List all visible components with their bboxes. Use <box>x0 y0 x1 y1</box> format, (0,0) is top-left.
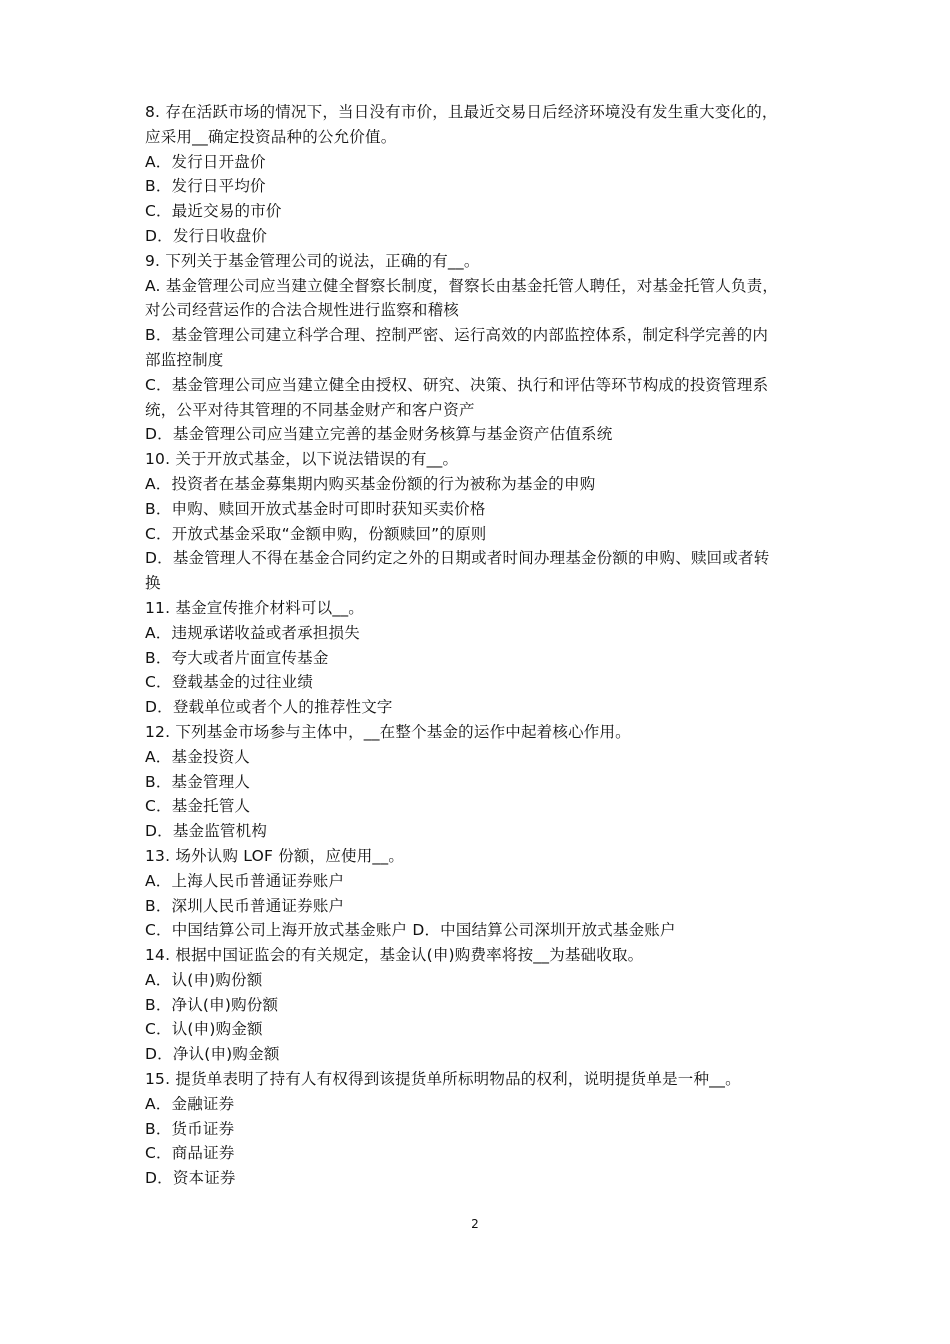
question-11-option-c: C．登载基金的过往业绩 <box>145 673 314 692</box>
question-9-option-b-line-2: 部监控制度 <box>145 350 224 369</box>
question-9-option-c-line-2: 统，公平对待其管理的不同基金财产和客户资产 <box>145 400 475 419</box>
question-11-option-b: B．夸大或者片面宣传基金 <box>145 648 329 667</box>
question-11-option-d: D．登载单位或者个人的推荐性文字 <box>145 698 393 717</box>
question-13-stem: 13. 场外认购 LOF 份额，应使用__。 <box>145 846 405 865</box>
question-10-stem: 10. 关于开放式基金，以下说法错误的有__。 <box>145 450 459 469</box>
question-11-option-a: A．违规承诺收益或者承担损失 <box>145 623 360 642</box>
question-8-stem-line-1: 8. 存在活跃市场的情况下，当日没有市价，且最近交易日后经济环境没有发生重大变化的， <box>145 103 778 121</box>
question-9-option-c-line-1: C．基金管理公司应当建立健全由授权、研究、决策、执行和评估等环节构成的投资管理系 <box>145 375 769 394</box>
question-13-options-c-d: C．中国结算公司上海开放式基金账户 D．中国结算公司深圳开放式基金账户 <box>145 921 676 940</box>
question-8-option-b: B．发行日平均价 <box>145 177 266 196</box>
question-14-option-c: C．认(申)购金额 <box>145 1020 263 1039</box>
question-14-stem: 14. 根据中国证监会的有关规定，基金认(申)购费率将按__为基础收取。 <box>145 946 644 965</box>
page-number: 2 <box>471 1217 479 1231</box>
question-8-stem-line-2: 应采用__确定投资品种的公允价值。 <box>145 127 397 146</box>
question-9-option-a-line-1: A. 基金管理公司应当建立健全督察长制度，督察长由基金托管人聘任，对基金托管人负责， <box>145 276 779 295</box>
question-10-option-a: A．投资者在基金募集期内购买基金份额的行为被称为基金的申购 <box>145 474 596 493</box>
question-9-option-b-line-1: B．基金管理公司建立科学合理、控制严密、运行高效的内部监控体系，制定科学完善的内 <box>145 326 769 345</box>
question-12-option-a: A．基金投资人 <box>145 747 251 766</box>
question-10-option-c: C．开放式基金采取“金额申购，份额赎回”的原则 <box>145 524 487 543</box>
question-13-option-a: A．上海人民币普通证券账户 <box>145 871 345 890</box>
question-10-option-b: B．申购、赎回开放式基金时可即时获知买卖价格 <box>145 499 486 518</box>
question-14-option-b: B．净认(申)购份额 <box>145 995 279 1014</box>
question-10-option-d-line-2: 换 <box>145 574 161 593</box>
question-12-stem: 12. 下列基金市场参与主体中，__在整个基金的运作中起着核心作用。 <box>145 722 631 741</box>
question-13-option-b: B．深圳人民币普通证券账户 <box>145 896 345 915</box>
question-15-stem: 15. 提货单表明了持有人有权得到该提货单所标明物品的权利，说明提货单是一种__。 <box>145 1070 741 1089</box>
question-12-option-d: D．基金监管机构 <box>145 822 268 841</box>
question-9-option-d: D．基金管理公司应当建立完善的基金财务核算与基金资产估值系统 <box>145 425 613 444</box>
question-8-option-d: D．发行日收盘价 <box>145 226 268 245</box>
question-14-option-d: D．净认(申)购金额 <box>145 1045 280 1064</box>
question-15-option-d: D．资本证券 <box>145 1169 236 1188</box>
question-15-option-b: B．货币证券 <box>145 1119 235 1138</box>
question-14-option-a: A．认(申)购份额 <box>145 970 263 989</box>
question-11-stem: 11. 基金宣传推介材料可以__。 <box>145 598 364 617</box>
question-12-option-b: B．基金管理人 <box>145 772 251 791</box>
question-12-option-c: C．基金托管人 <box>145 797 251 816</box>
question-8-option-a: A．发行日开盘价 <box>145 152 266 171</box>
question-9-option-a-line-2: 对公司经营运作的合法合规性进行监察和稽核 <box>145 301 460 320</box>
question-8-option-c: C．最近交易的市价 <box>145 202 282 221</box>
question-15-option-c: C．商品证券 <box>145 1144 235 1163</box>
question-9-stem: 9. 下列关于基金管理公司的说法，正确的有__。 <box>145 251 480 270</box>
question-15-option-a: A．金融证券 <box>145 1094 235 1113</box>
page-content <box>145 100 825 1191</box>
question-10-option-d-line-1: D．基金管理人不得在基金合同约定之外的日期或者时间办理基金份额的申购、赎回或者转 <box>145 549 770 568</box>
